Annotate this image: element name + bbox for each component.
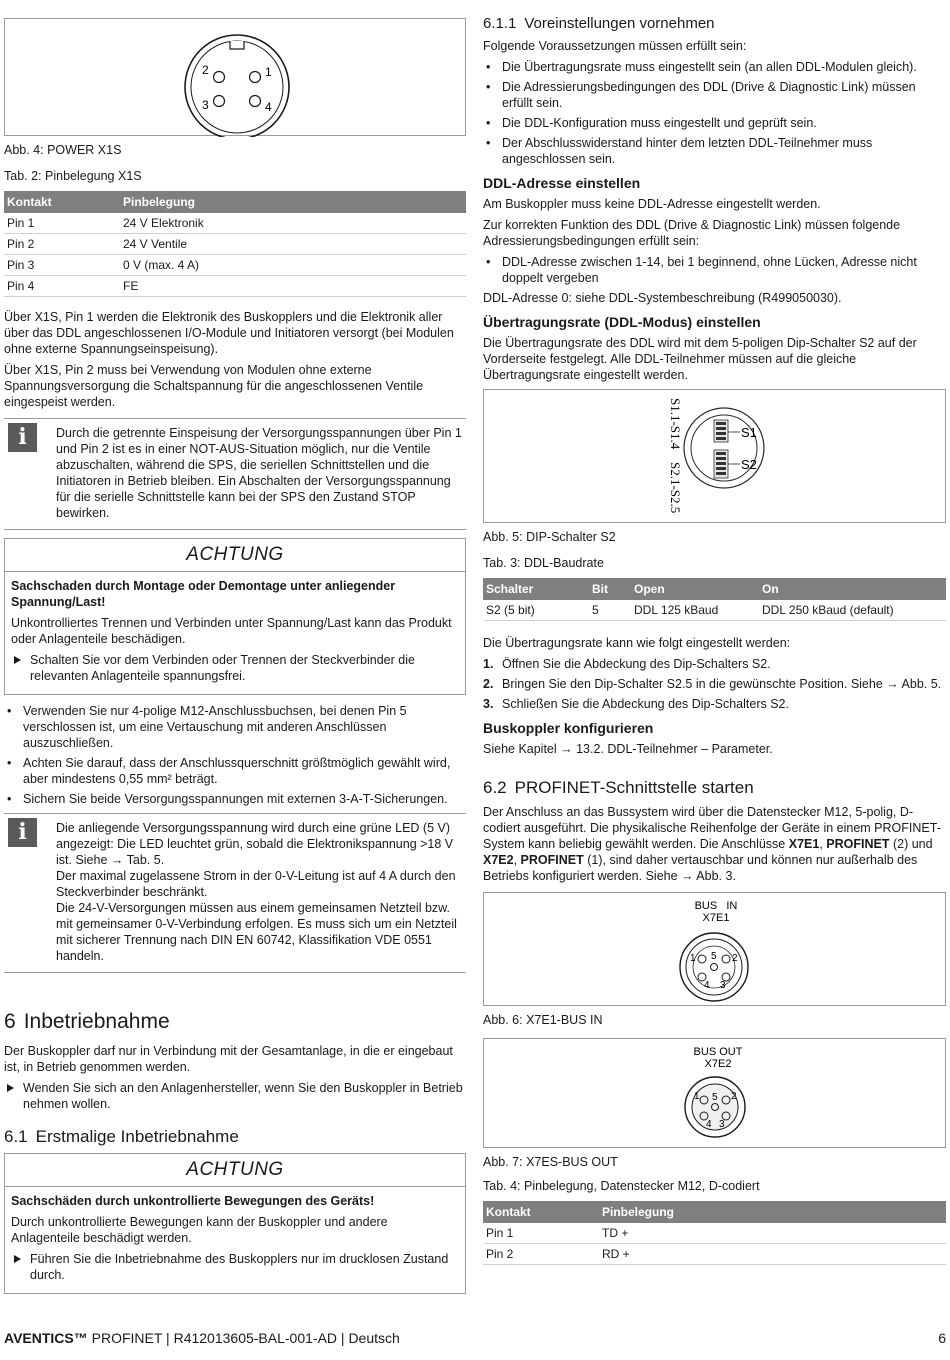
info-text: Die 24-V-Versorgungen müssen aus einem gemeinsamen Netzteil bzw. mit gemeinsamer 0-V-Verbindung erfolgen. Es muss sich um ein Netzteil mit sicherer Trennung nach DIN EN 60742, Klassifikation VDE 0551 handeln. <box>56 901 457 963</box>
table-row <box>4 234 466 255</box>
step-number: 3. <box>483 697 494 711</box>
col-header-kontakt: Kontakt <box>4 191 120 213</box>
rotated-label-s2-range: S2.1-S2.5 <box>668 462 683 514</box>
step-number: 2. <box>483 677 494 691</box>
page-number: 6 <box>938 1330 946 1346</box>
table-header-row <box>483 1201 946 1223</box>
chapter-title: Inbetriebnahme <box>23 1010 170 1033</box>
label-s1: S1 <box>741 425 757 440</box>
list-item: • Achten Sie darauf, dass der Anschlussquerschnitt größtmöglich gewählt wird, aber mindestens 0,55 mm² beträgt. <box>4 755 466 787</box>
table-row <box>4 276 466 297</box>
step-text: Führen Sie die Inbetriebnahme des Buskopplers nur im drucklosen Zustand durch. <box>30 1252 449 1282</box>
subheading-transfer-rate: Übertragungsrate (DDL-Modus) einstellen <box>483 314 761 330</box>
cell-assignment: TD + <box>599 1223 946 1244</box>
numbered-list <box>483 656 946 712</box>
text-run: Der Anschluss an das Bussystem wird über die Datenstecker M12, 5-polig, D-codiert ausgeführt. Die physikalische Reihenfolge der Geräte in einem PROFINET-System kann beliebig gewählt werden. Die Anschlüsse <box>483 805 941 851</box>
paragraph: DDL-Adresse 0: siehe DDL-Systembeschreibung (R499050030). <box>483 291 842 305</box>
list-item <box>483 656 946 672</box>
paragraph: Am Buskoppler muss keine DDL-Adresse eingestellt werden. <box>483 197 821 211</box>
right-column <box>483 14 946 1265</box>
section-number: 6.2 <box>483 778 507 797</box>
table-caption: Tab. 2: Pinbelegung X1S <box>4 169 142 183</box>
text-run: , <box>819 837 827 851</box>
bullet-list <box>483 254 946 286</box>
connector-sub-label: X7E2 <box>704 1058 732 1070</box>
section-title: Erstmalige Inbetriebnahme <box>35 1127 239 1146</box>
cell-contact: Pin 1 <box>483 1223 599 1244</box>
subsection-title: Voreinstellungen vornehmen <box>524 15 715 32</box>
text-run-bold: X7E2 <box>483 853 514 867</box>
cell-contact: Pin 1 <box>4 213 120 234</box>
bus-out-connector-drawing <box>484 1039 945 1147</box>
cell-assignment: 24 V Elektronik <box>120 213 466 234</box>
cell-open: DDL 125 kBaud <box>631 600 759 621</box>
text-run-bold: PROFINET <box>826 837 890 851</box>
figure-bus-in <box>483 892 946 1006</box>
text-run: , <box>513 853 521 867</box>
warning-headline: Sachschaden durch Montage oder Demontage unter anliegender Spannung/Last! <box>11 579 396 609</box>
chapter-number: 6 <box>4 1010 16 1033</box>
warning-headline: Sachschäden durch unkontrollierte Bewegungen des Geräts! <box>11 1194 375 1208</box>
info-text: Die anliegende Versorgungsspannung wird durch eine grüne LED (5 V) angezeigt: Die LED leuchtet grün, sobald die Elektronikspannung >18 V ist. Siehe → Tab. 5. <box>56 821 454 867</box>
figure-bus-out <box>483 1038 946 1148</box>
divider <box>5 1186 465 1187</box>
cell-contact: Pin 3 <box>4 255 120 276</box>
figure-power-x1s <box>4 18 466 136</box>
cell-assignment: 0 V (max. 4 A) <box>120 255 466 276</box>
table-header-row <box>483 578 946 600</box>
step-text: Bringen Sie den Dip-Schalter S2.5 in die gewünschte Position. Siehe → Abb. 5. <box>502 677 942 691</box>
paragraph: Die Übertragungsrate kann wie folgt eingestellt werden: <box>483 636 791 650</box>
table-row <box>483 600 946 621</box>
info-text: Durch die getrennte Einspeisung der Versorgungsspannungen über Pin 1 und Pin 2 ist es in einer NOT-AUS-Situation möglich, nur die Ventile abzuschalten, während die SPS, die seriellen Schnittstellen und die Initiatoren in Betrieb bleiben. Ein Abschalten der Versorgungsspannung für die serielle Schnittstelle kann bei der SPS den Zustand STOP bewirken. <box>56 426 462 520</box>
paragraph: Zur korrekten Funktion des DDL (Drive & Diagnostic Link) müssen folgende Adressierungsbedingungen erfüllt sein: <box>483 218 901 248</box>
dip-switch-drawing <box>484 390 945 522</box>
step-text: Öffnen Sie die Abdeckung des Dip-Schalters S2. <box>502 657 771 671</box>
info-icon: i <box>8 818 37 847</box>
table-caption: Tab. 4: Pinbelegung, Datenstecker M12, D-codiert <box>483 1179 760 1193</box>
table-row <box>4 255 466 276</box>
col-header-kontakt: Kontakt <box>483 1201 599 1223</box>
step-text: Schalten Sie vor dem Verbinden oder Trennen der Steckverbinder die relevanten Anlagenteile spannungsfrei. <box>30 653 415 683</box>
figure-caption: Abb. 7: X7ES-BUS OUT <box>483 1155 618 1169</box>
col-header-open: Open <box>631 578 759 600</box>
connector-top-label: BUS IN <box>694 900 738 912</box>
subsection-heading <box>483 14 946 34</box>
figure-caption: Abb. 5: DIP-Schalter S2 <box>483 530 616 544</box>
pin-label-3: 3 <box>720 980 726 991</box>
paragraph-profinet <box>483 804 946 884</box>
warning-box <box>4 1153 466 1294</box>
bullet-list <box>483 59 946 167</box>
instruction-step <box>11 652 459 684</box>
paragraph: Über X1S, Pin 2 muss bei Verwendung von Modulen ohne externe Spannungsversorgung die Schaltspannung für die angeschlossenen Ventile eingespeist werden. <box>4 363 424 409</box>
section-title: PROFINET-Schnittstelle starten <box>514 778 754 797</box>
pin-label-2: 2 <box>732 953 738 964</box>
cell-switch: S2 (5 bit) <box>483 600 589 621</box>
cell-on: DDL 250 kBaud (default) <box>759 600 946 621</box>
pin-label-4: 4 <box>706 1119 712 1130</box>
step-number: 1. <box>483 657 494 671</box>
arrow-right-icon <box>14 656 21 664</box>
brand-name: AVENTICS™ <box>4 1330 88 1346</box>
instruction-step <box>4 1080 466 1112</box>
pin-label-1: 1 <box>694 1091 700 1102</box>
paragraph: Siehe Kapitel → 13.2. DDL-Teilnehmer – Parameter. <box>483 742 773 756</box>
list-item: • Verwenden Sie nur 4-polige M12-Anschlussbuchsen, bei denen Pin 5 verschlossen ist, um eine Vertauschung mit anderen Anschlüssen auszuschließen. <box>4 703 466 751</box>
paragraph: Die Übertragungsrate des DDL wird mit dem 5-poligen Dip-Schalter S2 auf der Vorderseite festgelegt. Alle DDL-Teilnehmer müssen auf die gleiche Übertragungsrate eingestellt werden. <box>483 336 917 382</box>
figure-dip-switch <box>483 389 946 523</box>
list-item <box>483 676 946 692</box>
subheading-buskoppler: Buskoppler konfigurieren <box>483 720 654 736</box>
info-note <box>4 418 466 530</box>
pin-label-3: 3 <box>719 1119 725 1130</box>
warning-box <box>4 538 466 695</box>
connector-sub-label: X7E1 <box>702 912 730 924</box>
figure-caption: Abb. 4: POWER X1S <box>4 143 122 157</box>
list-item: • DDL-Adresse zwischen 1-14, bei 1 beginnend, ohne Lücken, Adresse nicht doppelt vergeben <box>483 254 946 286</box>
bus-in-connector-drawing <box>484 893 945 1005</box>
pin-label-3: 3 <box>202 98 209 112</box>
section-heading <box>4 1126 466 1148</box>
rotated-label-s1-range: S1.1-S1.4 <box>668 398 683 450</box>
list-item <box>483 696 946 712</box>
section-number: 6.1 <box>4 1127 28 1146</box>
arrow-right-icon <box>14 1255 21 1263</box>
pin-label-2: 2 <box>731 1091 737 1102</box>
paragraph: Über X1S, Pin 1 werden die Elektronik des Buskopplers und die Elektronik aller über das DDL angeschlossenen I/O-Module und Initiatoren versorgt (bei Modulen ohne externe Spannungseinspeisung). <box>4 310 454 356</box>
text-run-bold: PROFINET <box>520 853 584 867</box>
col-header-pinbelegung: Pinbelegung <box>599 1201 946 1223</box>
divider <box>5 571 465 572</box>
info-text: Der maximal zugelassene Strom in der 0-V-Leitung ist auf 4 A durch den Steckverbinder beschränkt. <box>56 869 456 899</box>
connector-top-label: BUS OUT <box>693 1046 743 1058</box>
cell-contact: Pin 2 <box>483 1244 599 1265</box>
warning-title: ACHTUNG <box>186 1159 284 1180</box>
page-footer <box>4 1329 946 1347</box>
list-item: • Der Abschlusswiderstand hinter dem letzten DDL-Teilnehmer muss angeschlossen sein. <box>483 135 946 167</box>
text-run: (2) und <box>889 837 933 851</box>
step-text: Wenden Sie sich an den Anlagenhersteller, wenn Sie den Buskoppler in Betrieb nehmen wollen. <box>23 1081 463 1111</box>
cell-bit: 5 <box>589 600 631 621</box>
pin-table-m12 <box>483 1201 946 1265</box>
cell-assignment: RD + <box>599 1244 946 1265</box>
info-note <box>4 813 466 973</box>
left-column <box>4 14 466 1302</box>
list-item: • Die DDL-Konfiguration muss eingestellt und geprüft sein. <box>483 115 946 131</box>
instruction-step <box>11 1251 459 1283</box>
pin-label-1: 1 <box>265 65 272 79</box>
paragraph: Folgende Voraussetzungen müssen erfüllt sein: <box>483 39 747 53</box>
list-item: • Die Übertragungsrate muss eingestellt sein (an allen DDL-Modulen gleich). <box>483 59 946 75</box>
chapter-heading <box>4 1009 466 1035</box>
step-text: Schließen Sie die Abdeckung des Dip-Schalters S2. <box>502 697 789 711</box>
cell-contact: Pin 4 <box>4 276 120 297</box>
arrow-right-icon <box>7 1084 14 1092</box>
table-header-row <box>4 191 466 213</box>
cell-assignment: 24 V Ventile <box>120 234 466 255</box>
col-header-switch: Schalter <box>483 578 589 600</box>
cell-assignment: FE <box>120 276 466 297</box>
text-run: (1), sind daher vertauschbar und können nur außerhalb des Betriebs konfiguriert werden. Siehe → Abb. 3. <box>483 853 918 883</box>
warning-body: Durch unkontrollierte Bewegungen kann der Buskoppler und andere Anlagenteile beschädigt werden. <box>11 1215 388 1245</box>
paragraph: Der Buskoppler darf nur in Verbindung mit der Gesamtanlage, in die er eingebaut ist, in Betrieb genommen werden. <box>4 1044 453 1074</box>
warning-body: Unkontrolliertes Trennen und Verbinden unter Spannung/Last kann das Produkt oder Anlagenteile beschädigen. <box>11 616 452 646</box>
table-row <box>4 213 466 234</box>
pin-label-5: 5 <box>711 951 717 962</box>
pin-label-2: 2 <box>202 63 209 77</box>
info-icon: i <box>8 423 37 452</box>
bullet-list <box>4 703 466 807</box>
document-reference: PROFINET | R412013605-BAL-001-AD | Deutsch <box>87 1330 400 1346</box>
list-item: • Sichern Sie beide Versorgungsspannungen mit externen 3-A-T-Sicherungen. <box>4 791 466 807</box>
subsection-number: 6.1.1 <box>483 15 517 32</box>
pin-table-x1s <box>4 191 466 297</box>
table-row <box>483 1244 946 1265</box>
subheading-ddl-address: DDL-Adresse einstellen <box>483 175 641 191</box>
col-header-on: On <box>759 578 946 600</box>
col-header-bit: Bit <box>589 578 631 600</box>
table-caption: Tab. 3: DDL-Baudrate <box>483 556 604 570</box>
label-s2: S2 <box>741 457 757 472</box>
warning-title: ACHTUNG <box>186 544 284 565</box>
list-item: • Die Adressierungsbedingungen des DDL (Drive & Diagnostic Link) müssen erfüllt sein. <box>483 79 946 111</box>
text-run-bold: X7E1 <box>788 837 820 851</box>
col-header-pinbelegung: Pinbelegung <box>120 191 466 213</box>
pin-label-4: 4 <box>704 980 710 991</box>
table-row <box>483 1223 946 1244</box>
figure-caption: Abb. 6: X7E1-BUS IN <box>483 1013 603 1027</box>
pin-label-5: 5 <box>712 1092 718 1103</box>
section-heading <box>483 777 946 799</box>
pin-label-4: 4 <box>265 100 272 114</box>
power-x1s-connector-drawing <box>5 19 467 137</box>
ddl-baudrate-table <box>483 578 946 621</box>
pin-label-1: 1 <box>690 953 696 964</box>
cell-contact: Pin 2 <box>4 234 120 255</box>
